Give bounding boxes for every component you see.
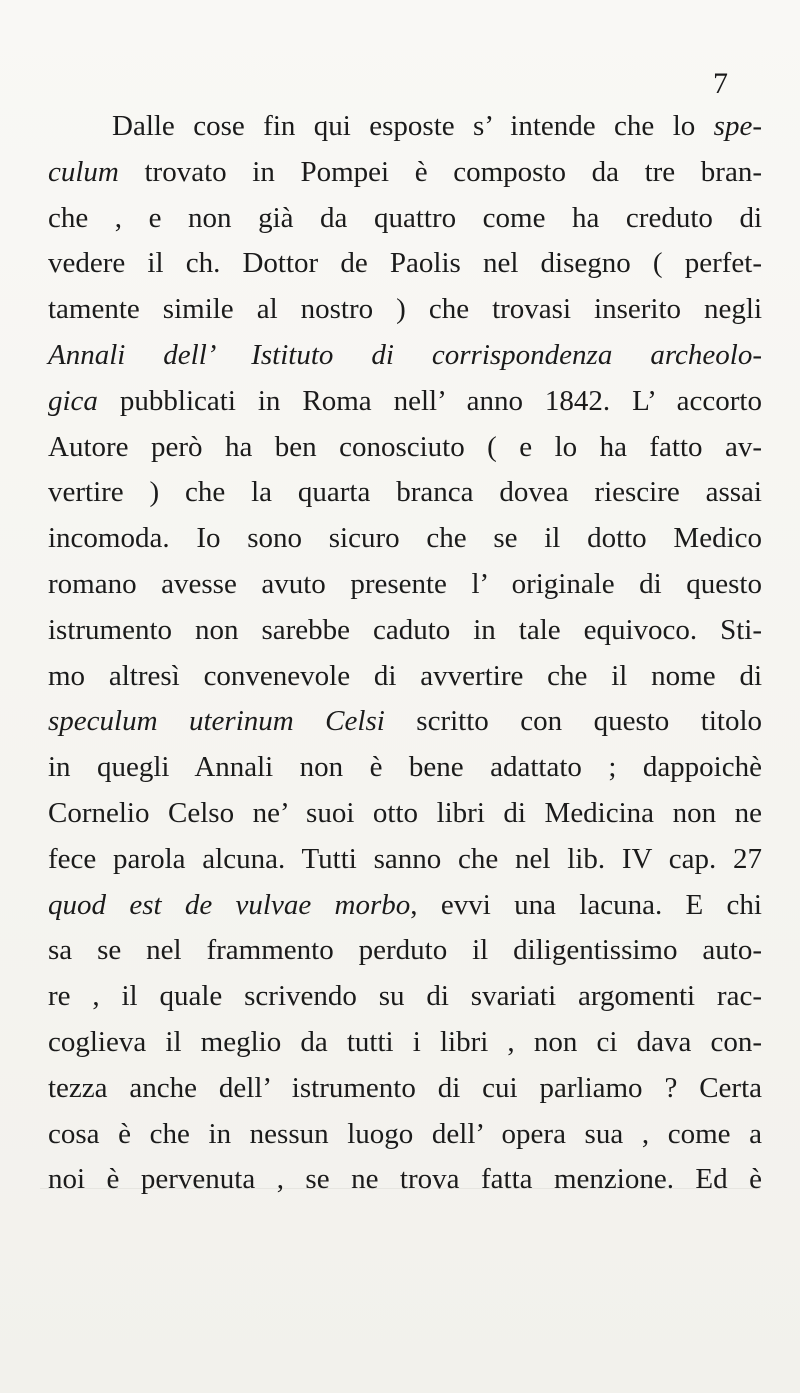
text-line [48, 425, 762, 471]
text-line [48, 562, 762, 608]
text-line [48, 379, 762, 425]
text-line [48, 654, 762, 700]
text-segment: coglieva il meglio da tutti i libri , non ci dava con- [48, 1025, 762, 1058]
text-line [48, 974, 762, 1020]
text-segment: mo altresì convenevole di avvertire che il nome di [48, 659, 762, 692]
text-segment: istrumento non sarebbe caduto in tale equivoco. Sti- [48, 613, 762, 646]
text-segment: , evvi una lacuna. E chi [410, 888, 762, 921]
text-line [48, 1112, 762, 1158]
text-segment: tamente simile al nostro ) che trovasi inserito negli [48, 293, 762, 326]
text-line [48, 1157, 762, 1203]
text-segment: sa se nel frammento perduto il diligentissimo auto- [48, 934, 762, 967]
text-segment: scritto con questo titolo [384, 705, 762, 738]
text-segment: incomoda. Io sono sicuro che se il dotto Medico [48, 522, 762, 555]
bleed-through-line [40, 1188, 760, 1189]
italic-text-segment: quod est de vulvae morbo [48, 888, 411, 921]
text-line [48, 1066, 762, 1112]
page-number: 7 [713, 67, 728, 100]
text-line [48, 516, 762, 562]
text-line [48, 333, 762, 379]
text-line [48, 150, 762, 196]
italic-text-segment: spe- [713, 110, 762, 142]
text-line [48, 196, 762, 242]
text-line [48, 1020, 762, 1066]
text-line [48, 883, 762, 929]
text-segment: romano avesse avuto presente l’ originale di questo [48, 567, 762, 600]
text-segment: noi è pervenuta , se ne trova fatta menzione. Ed è [48, 1163, 762, 1196]
text-segment: in quegli Annali non è bene adattato ; dappoichè [48, 751, 762, 784]
text-line [48, 241, 762, 287]
text-segment: trovato in Pompei è composto da tre bran- [118, 155, 762, 188]
text-line [48, 104, 762, 150]
text-segment: fece parola alcuna. Tutti sanno che nel lib. IV cap. 27 [48, 842, 762, 875]
italic-text-segment: gica [48, 384, 98, 417]
italic-text-segment: Annali dell’ Istituto di corrispondenza archeolo- [48, 338, 762, 371]
text-line [48, 837, 762, 883]
text-line [48, 608, 762, 654]
text-line [48, 928, 762, 974]
italic-text-segment: culum [48, 155, 119, 188]
text-segment: pubblicati in Roma nell’ anno 1842. L’ accorto [97, 384, 762, 417]
text-segment: che , e non già da quattro come ha creduto di [48, 201, 762, 234]
text-segment: tezza anche dell’ istrumento di cui parliamo ? Certa [48, 1071, 762, 1104]
text-segment: Cornelio Celso ne’ suoi otto libri di Medicina non ne [48, 796, 762, 829]
text-segment: cosa è che in nessun luogo dell’ opera sua , come a [48, 1117, 762, 1150]
text-line [48, 470, 762, 516]
text-line [48, 791, 762, 837]
text-segment: Dalle cose fin qui esposte s’ intende che lo [112, 110, 714, 142]
body-text [48, 104, 762, 1203]
text-segment: vertire ) che la quarta branca dovea riescire assai [48, 476, 762, 509]
text-line [48, 745, 762, 791]
text-line [48, 699, 762, 745]
italic-text-segment: speculum uterinum Celsi [48, 705, 385, 738]
text-segment: re , il quale scrivendo su di svariati argomenti rac- [48, 980, 762, 1013]
text-line [48, 287, 762, 333]
text-segment: Autore però ha ben conosciuto ( e lo ha fatto av- [48, 430, 762, 463]
text-segment: vedere il ch. Dottor de Paolis nel disegno ( perfet- [48, 247, 762, 280]
